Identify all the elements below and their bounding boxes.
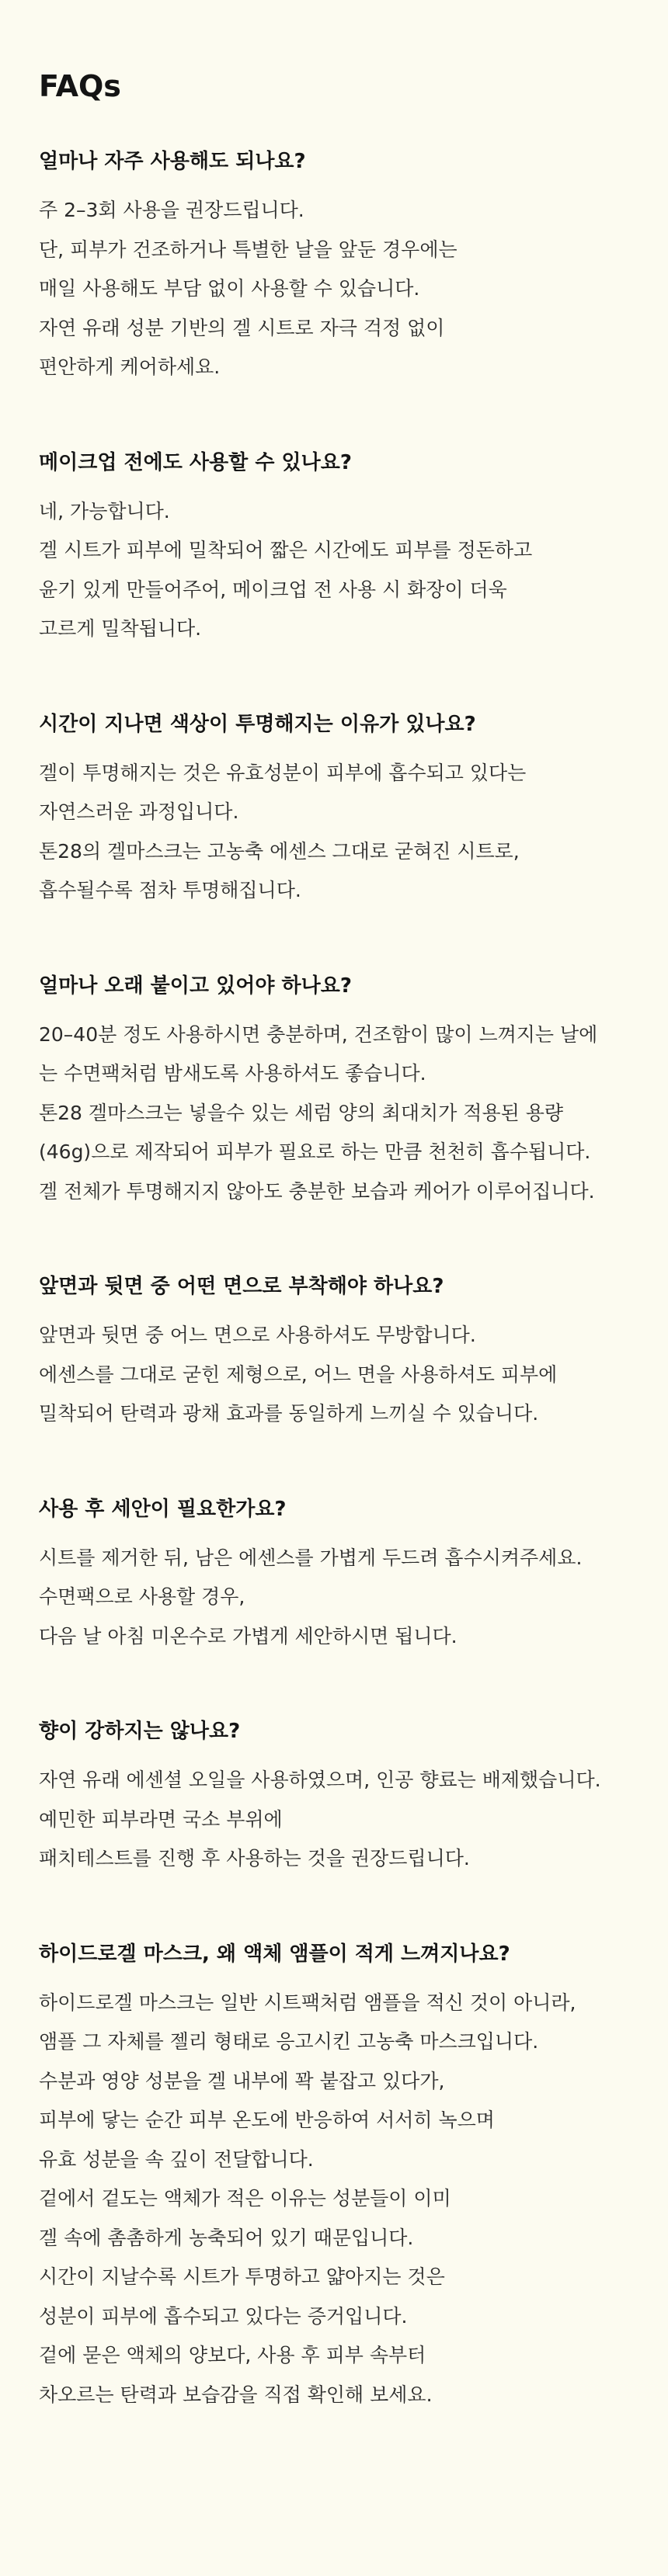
faq-question: 얼마나 자주 사용해도 되나요? [39, 150, 306, 173]
faq-answer-line: 주 2–3회 사용을 권장드립니다. [39, 199, 304, 221]
faq-item [39, 1939, 629, 2415]
faq-answer [39, 191, 629, 387]
faq-question: 향이 강하지는 않나요? [39, 1720, 241, 1743]
faq-answer-line: 자연 유래 성분 기반의 겔 시트로 자극 걱정 없이 [39, 316, 445, 339]
faq-answer-line: 차오르는 탄력과 보습감을 직접 확인해 보세요. [39, 2383, 433, 2406]
faq-answer-line: (46g)으로 제작되어 피부가 필요로 하는 만큼 천천히 흡수됩니다. [39, 1140, 591, 1163]
faq-item [39, 970, 629, 1212]
faq-answer-line: 톤28의 겔마스크는 고농축 에센스 그대로 굳혀진 시트로, [39, 839, 520, 863]
faq-answer-line: 네, 가능합니다. [39, 499, 170, 522]
faq-item [39, 709, 629, 911]
faq-answer-line: 수면팩으로 사용할 경우, [39, 1585, 245, 1608]
faq-answer [39, 492, 629, 649]
faq-answer [39, 1015, 629, 1212]
faq-question: 하이드로겔 마스크, 왜 액체 앰플이 적게 느껴지나요? [39, 1942, 510, 1966]
faq-answer-line: 하이드로겔 마스크는 일반 시트팩처럼 앰플을 적신 것이 아니라, [39, 1991, 576, 2014]
faq-answer [39, 1984, 629, 2415]
faq-answer [39, 754, 629, 911]
faq-answer-line: 시트를 제거한 뒤, 남은 에센스를 가볍게 두드려 흡수시켜주세요. [39, 1546, 583, 1569]
faq-item [39, 1494, 629, 1657]
faq-answer-line: 수분과 영양 성분을 겔 내부에 꽉 붙잡고 있다가, [39, 2069, 445, 2092]
faq-answer-line: 자연스러운 과정입니다. [39, 800, 239, 823]
faq-answer-line: 윤기 있게 만들어주어, 메이크업 전 사용 시 화장이 더욱 [39, 578, 507, 601]
faq-answer-line: 겔 시트가 피부에 밀착되어 짧은 시간에도 피부를 정돈하고 [39, 539, 533, 561]
faq-answer-line: 자연 유래 에센셜 오일을 사용하였으며, 인공 향료는 배제했습니다. [39, 1769, 601, 1791]
faq-answer [39, 1761, 629, 1879]
faq-item [39, 1716, 629, 1879]
page-title: FAQs [39, 69, 121, 103]
faq-answer-line: 겉에서 겉도는 액체가 적은 이유는 성분들이 이미 [39, 2187, 451, 2210]
faq-answer-line: 겔이 투명해지는 것은 유효성분이 피부에 흡수되고 있다는 [39, 761, 527, 784]
faq-answer-line: 겔 속에 촘촘하게 농축되어 있기 때문입니다. [39, 2226, 414, 2249]
faq-answer-line: 피부에 닿는 순간 피부 온도에 반응하여 서서히 녹으며 [39, 2109, 495, 2131]
faq-question: 사용 후 세안이 필요한가요? [39, 1497, 287, 1521]
faq-answer-line: 패치테스트를 진행 후 사용하는 것을 권장드립니다. [39, 1847, 470, 1870]
faq-answer-line: 고르게 밀착됩니다. [39, 617, 202, 640]
faq-answer-line: 앰플 그 자체를 젤리 형태로 응고시킨 고농축 마스크입니다. [39, 2030, 539, 2053]
faq-answer-line: 단, 피부가 건조하거나 특별한 날을 앞둔 경우에는 [39, 238, 458, 261]
faq-question: 시간이 지나면 색상이 투명해지는 이유가 있나요? [39, 712, 476, 736]
faq-answer-line: 겔 전체가 투명해지지 않아도 충분한 보습과 케어가 이루어집니다. [39, 1179, 595, 1203]
faq-answer-line: 예민한 피부라면 국소 부위에 [39, 1807, 283, 1831]
faq-answer-line: 20–40분 정도 사용하시면 충분하며, 건조함이 많이 느껴지는 날에 [39, 1022, 598, 1046]
faq-answer-line: 매일 사용해도 부담 없이 사용할 수 있습니다. [39, 277, 420, 300]
faq-answer [39, 1539, 629, 1657]
faq-answer-line: 앞면과 뒷면 중 어느 면으로 사용하셔도 무방합니다. [39, 1324, 476, 1346]
faq-item [39, 1271, 629, 1434]
faq-question: 얼마나 오래 붙이고 있어야 하나요? [39, 974, 352, 998]
faq-answer-line: 톤28 겔마스크는 넣을수 있는 세럼 양의 최대치가 적용된 용량 [39, 1101, 563, 1124]
faq-list [39, 146, 629, 2415]
faq-answer-line: 에센스를 그대로 굳힌 제형으로, 어느 면을 사용하셔도 피부에 [39, 1363, 558, 1386]
faq-item [39, 447, 629, 649]
faq-answer [39, 1316, 629, 1434]
faq-answer-line: 밀착되어 탄력과 광채 효과를 동일하게 느끼실 수 있습니다. [39, 1402, 539, 1425]
faq-question: 앞면과 뒷면 중 어떤 면으로 부착해야 하나요? [39, 1275, 444, 1298]
faq-answer-line: 시간이 지날수록 시트가 투명하고 얇아지는 것은 [39, 2265, 445, 2288]
faq-item [39, 146, 629, 387]
faq-answer-line: 겉에 묻은 액체의 양보다, 사용 후 피부 속부터 [39, 2344, 426, 2366]
faq-answer-line: 는 수면팩처럼 밤새도록 사용하셔도 좋습니다. [39, 1062, 426, 1085]
faq-answer-line: 다음 날 아침 미온수로 가볍게 세안하시면 됩니다. [39, 1624, 458, 1647]
faq-answer-line: 성분이 피부에 흡수되고 있다는 증거입니다. [39, 2304, 408, 2328]
faq-question: 메이크업 전에도 사용할 수 있나요? [39, 450, 352, 474]
faq-answer-line: 편안하게 케어하세요. [39, 356, 221, 378]
faq-answer-line: 흡수될수록 점차 투명해집니다. [39, 879, 301, 901]
faq-answer-line: 유효 성분을 속 깊이 전달합니다. [39, 2147, 314, 2171]
